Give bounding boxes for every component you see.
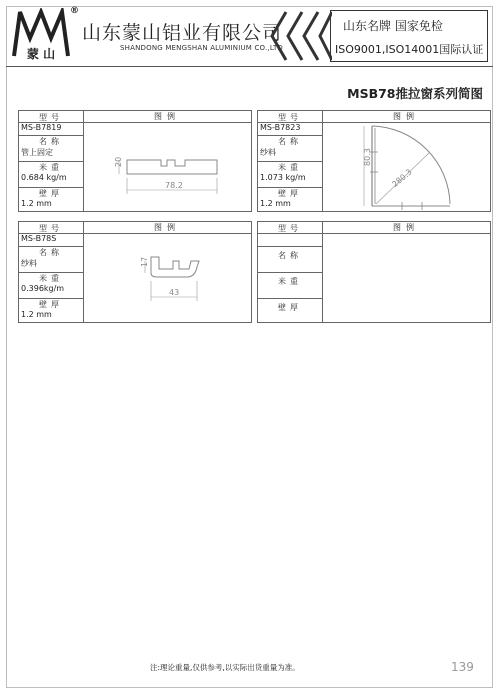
- profile-card-4: [257, 221, 491, 323]
- dim-width: 43: [169, 288, 180, 297]
- name-label: 名称: [278, 251, 302, 260]
- weight-label: 米重: [39, 163, 63, 172]
- thickness-value: 1.2 mm: [21, 199, 52, 208]
- model-label: 型号: [39, 224, 63, 233]
- profile-drawing-2: [322, 122, 490, 211]
- company-name-cn: 山东蒙山铝业有限公司: [82, 22, 283, 44]
- footnote: 注:理论重量,仅供参考,以实际出货重量为准。: [150, 663, 300, 672]
- name-label: 名称: [39, 137, 63, 146]
- model-label: 型号: [278, 224, 302, 233]
- dim-height: 80.3: [363, 148, 372, 166]
- section-title: MSB78推拉窗系列简图: [347, 86, 483, 101]
- profile-figure: [83, 233, 251, 322]
- dim-height: 17: [140, 256, 149, 267]
- company-logo: [10, 8, 72, 60]
- name-label: 名称: [278, 137, 302, 146]
- weight-label: 米重: [39, 274, 63, 283]
- profile-card-2: [257, 110, 491, 212]
- profile-figure-empty: [322, 233, 490, 322]
- profile-card-1: [18, 110, 252, 212]
- weight-value: 0.684 kg/m: [21, 173, 67, 182]
- logo-text: 蒙 山: [26, 47, 56, 60]
- weight-label: 米重: [278, 163, 302, 172]
- figure-header: 图例: [83, 222, 251, 234]
- name-value: 纱料: [21, 259, 37, 268]
- brand-certification-box: [330, 10, 488, 62]
- model-value: MS-B78S: [21, 234, 57, 243]
- weight-value: 0.396kg/m: [21, 284, 65, 293]
- model-value: MS-B7819: [21, 123, 62, 132]
- page-frame: [6, 6, 493, 688]
- profile-drawing-1: [83, 122, 251, 211]
- dim-height: 20: [114, 156, 123, 167]
- thickness-label: 壁厚: [278, 189, 302, 198]
- figure-header: 图例: [322, 222, 490, 234]
- model-label: 型号: [278, 113, 302, 122]
- brand-line-1: 山东名牌 国家免检: [343, 19, 443, 33]
- header-divider: [6, 66, 493, 67]
- registered-mark: ®: [70, 6, 79, 16]
- thickness-label: 壁厚: [278, 303, 302, 312]
- company-name-en: SHANDONG MENGSHAN ALUMINIUM CO.,LTD: [120, 44, 284, 52]
- chevron-decoration-icon: [268, 10, 332, 62]
- figure-header: 图例: [83, 111, 251, 123]
- brand-line-2: ISO9001,ISO14001国际认证: [335, 43, 484, 56]
- figure-header: 图例: [322, 111, 490, 123]
- name-label: 名称: [39, 248, 63, 257]
- profile-figure: [322, 122, 490, 211]
- dim-width: 78.2: [165, 181, 183, 190]
- thickness-value: 1.2 mm: [260, 199, 291, 208]
- profile-figure: [83, 122, 251, 211]
- model-value: MS-B7823: [260, 123, 301, 132]
- profile-drawing-3: [83, 233, 251, 322]
- weight-value: 1.073 kg/m: [260, 173, 306, 182]
- name-value: 纱料: [260, 148, 276, 157]
- dim-radius: 280.3: [390, 167, 414, 190]
- thickness-label: 壁厚: [39, 300, 63, 309]
- name-value: 管上固定: [21, 148, 53, 157]
- model-label: 型号: [39, 113, 63, 122]
- page-number: 139: [451, 660, 474, 674]
- profile-card-3: [18, 221, 252, 323]
- thickness-label: 壁厚: [39, 189, 63, 198]
- weight-label: 米重: [278, 277, 302, 286]
- thickness-value: 1.2 mm: [21, 310, 52, 319]
